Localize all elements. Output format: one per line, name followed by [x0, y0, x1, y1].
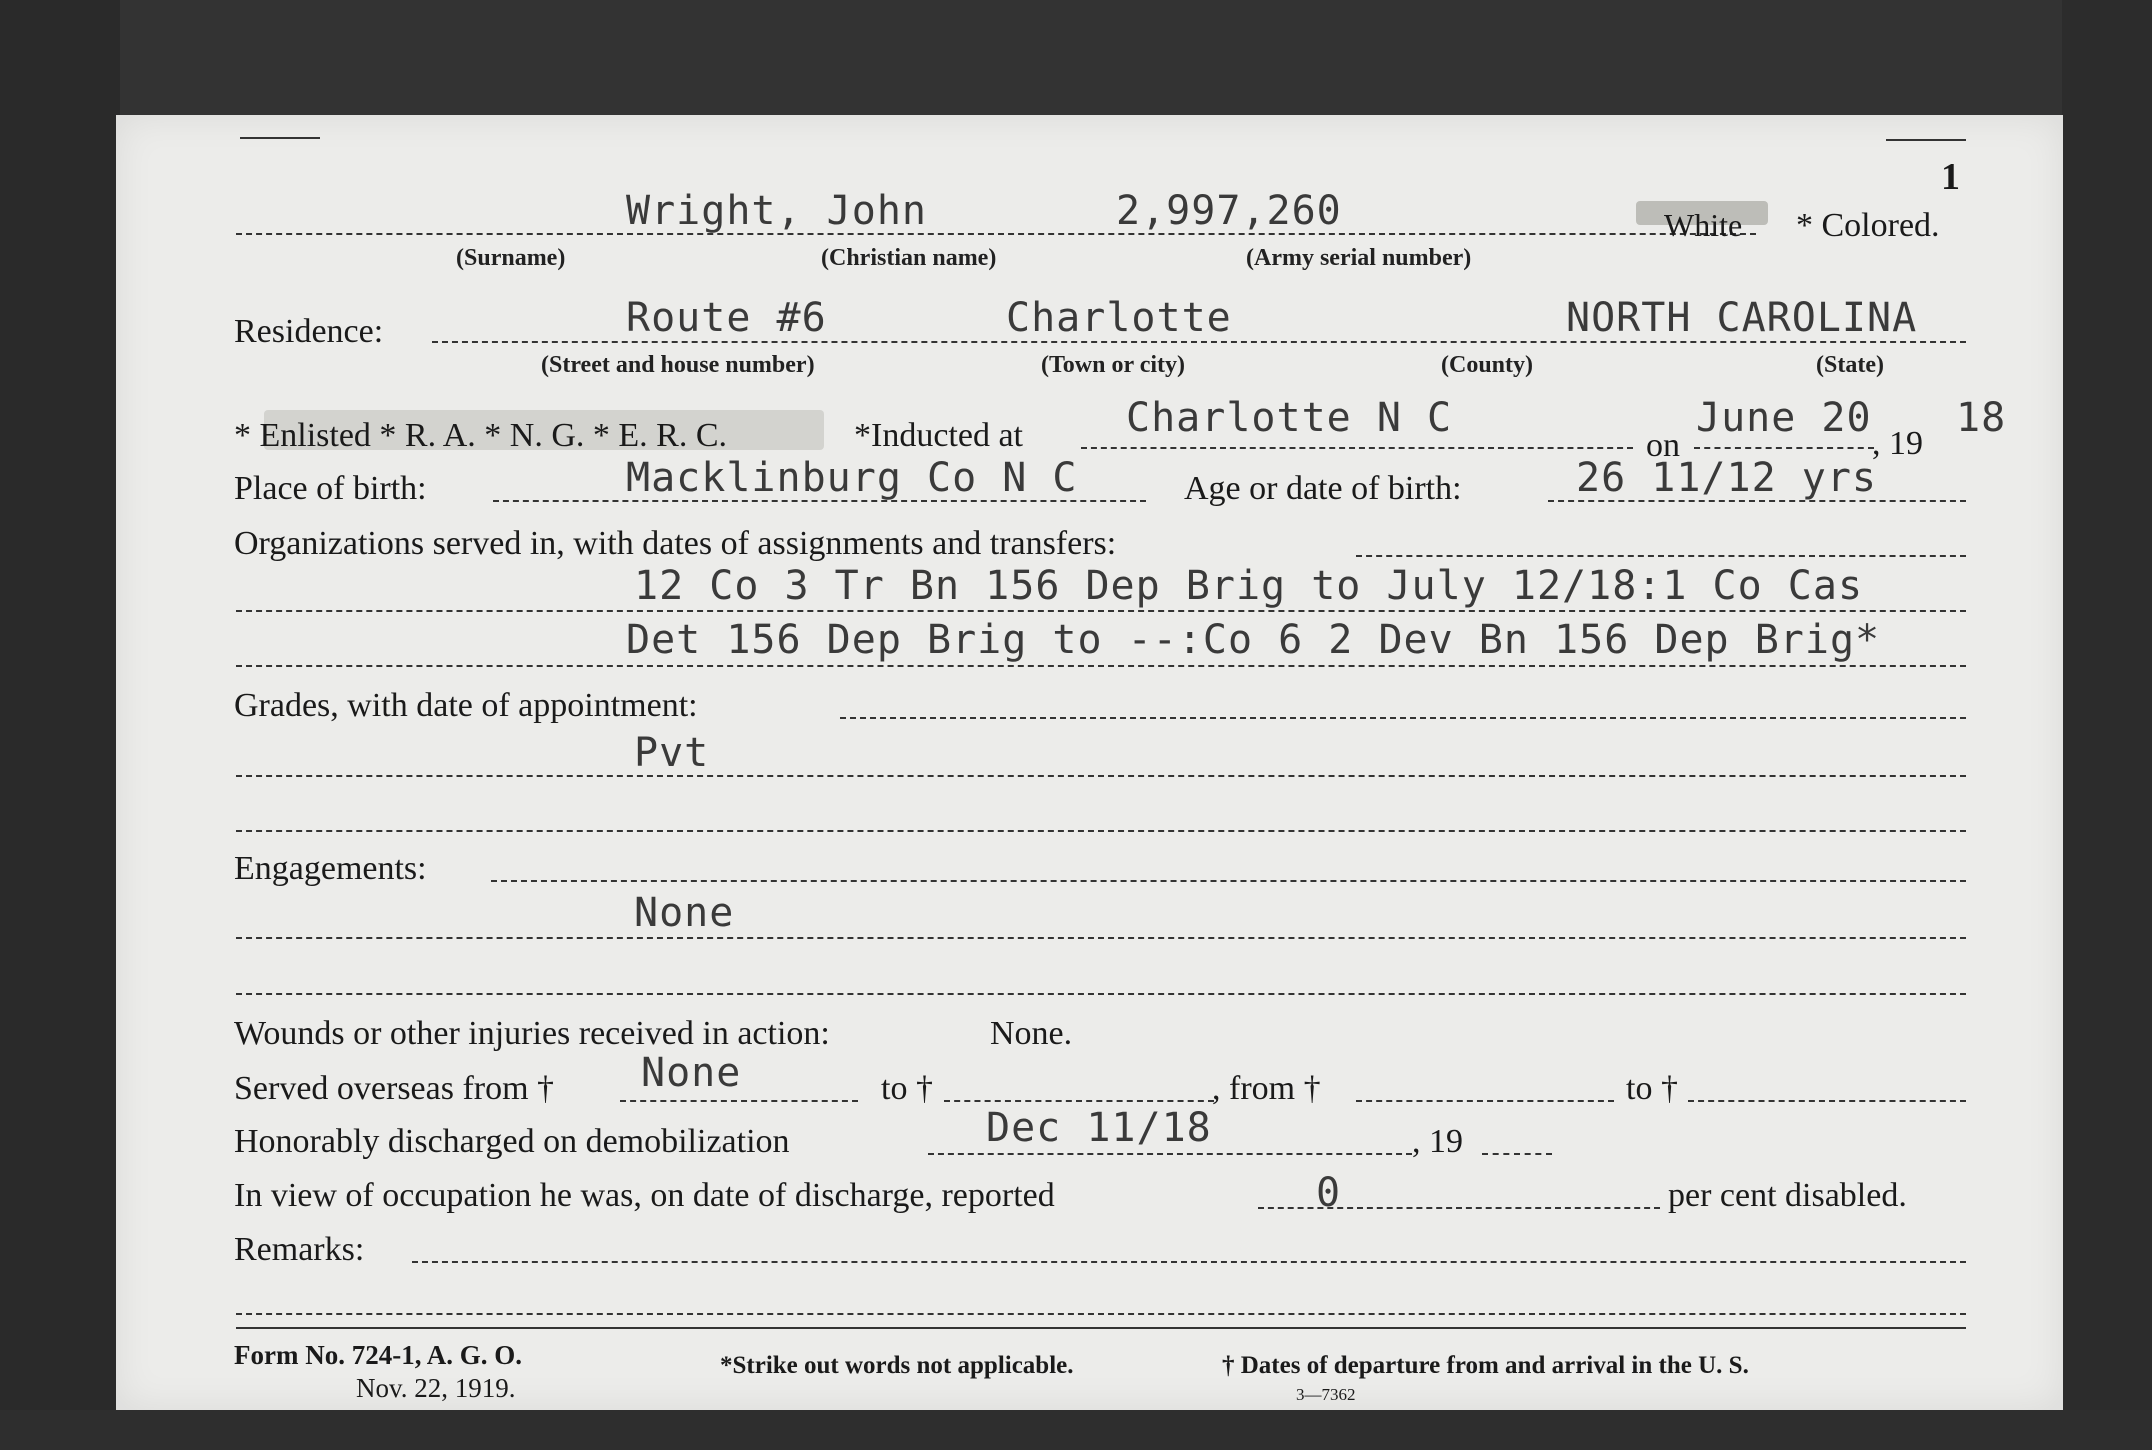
race-white-struck: White	[1664, 207, 1743, 243]
print-code: 3—7362	[1296, 1385, 1356, 1404]
form-number: Form No. 724-1, A. G. O.	[234, 1340, 522, 1370]
induction-date-line	[1694, 447, 1874, 449]
scan-background-right	[2062, 0, 2152, 1450]
disability-label: In view of occupation he was, on date of discharge, reported	[234, 1177, 1055, 1214]
residence-street: Route #6	[626, 295, 827, 341]
dates-note: † Dates of departure from and arrival in the U. S.	[1222, 1352, 1749, 1379]
residence-town: Charlotte	[1006, 295, 1232, 341]
overseas-from2-label: , from †	[1212, 1070, 1321, 1107]
inducted-label: *Inducted at	[854, 417, 1023, 454]
grades-line-0	[840, 717, 1966, 719]
serial-value: 2,997,260	[1116, 188, 1342, 234]
discharge-label: Honorably discharged on demobilization	[234, 1123, 790, 1160]
overseas-from2-line	[1356, 1100, 1614, 1102]
birthplace-label: Place of birth:	[234, 470, 427, 507]
overseas-from-line	[620, 1100, 858, 1102]
engagements-label: Engagements:	[234, 850, 427, 887]
residence-label: Residence:	[234, 313, 384, 350]
inducted-place: Charlotte N C	[1126, 395, 1453, 441]
organizations-entry-1: 12 Co 3 Tr Bn 156 Dep Brig to July 12/18:1 Co Cas	[634, 563, 1864, 609]
birthplace-value: Macklinburg Co N C	[626, 455, 1078, 501]
top-left-rule	[240, 137, 320, 139]
induction-year: 18	[1956, 395, 2007, 441]
engagements-line-1	[236, 937, 1966, 939]
remarks-line-0	[412, 1261, 1966, 1263]
top-right-rule	[1886, 139, 1966, 141]
residence-line	[432, 341, 1966, 343]
discharge-year-line	[1482, 1153, 1552, 1155]
engagements-line-2	[236, 993, 1966, 995]
grades-value: Pvt	[634, 730, 710, 776]
christian-name-caption: (Christian name)	[821, 245, 997, 271]
scan-background-left	[0, 0, 120, 1450]
enlisted-label: * Enlisted * R. A. * N. G. * E. R. C.	[234, 417, 728, 454]
age-label: Age or date of birth:	[1184, 470, 1462, 507]
overseas-value: None	[641, 1050, 742, 1096]
wounds-label: Wounds or other injuries received in action:	[234, 1015, 830, 1052]
scan-background-bottom	[0, 1410, 2152, 1450]
state-caption: (State)	[1816, 352, 1884, 378]
discharge-date: Dec 11/18	[986, 1105, 1212, 1151]
race-colored: * Colored.	[1796, 207, 1940, 244]
street-caption: (Street and house number)	[541, 352, 815, 378]
organizations-entry-2: Det 156 Dep Brig to --:Co 6 2 Dev Bn 156 Dep Brig*	[626, 617, 1881, 663]
inducted-line	[1081, 447, 1633, 449]
wounds-value: None.	[990, 1015, 1073, 1052]
name-line	[236, 233, 1756, 235]
discharge-year-label: , 19	[1412, 1123, 1463, 1160]
overseas-to-line	[944, 1100, 1214, 1102]
card-number: 1	[1941, 156, 1960, 198]
engagements-line-0	[491, 880, 1966, 882]
age-value: 26 11/12 yrs	[1576, 455, 1877, 501]
organizations-line-1	[236, 610, 1966, 612]
overseas-label: Served overseas from †	[234, 1070, 555, 1107]
on-label: on	[1646, 427, 1680, 464]
grades-line-1	[236, 775, 1966, 777]
surname-caption: (Surname)	[456, 245, 566, 271]
remarks-line-1	[236, 1313, 1966, 1315]
name-value: Wright, John	[626, 188, 927, 234]
service-record-card	[116, 115, 2063, 1410]
form-date: Nov. 22, 1919.	[356, 1373, 516, 1403]
footer-rule	[236, 1327, 1966, 1329]
disability-suffix: per cent disabled.	[1668, 1177, 1907, 1214]
induction-date: June 20	[1696, 395, 1872, 441]
organizations-line-2	[236, 665, 1966, 667]
residence-state: NORTH CAROLINA	[1566, 295, 1918, 341]
remarks-label: Remarks:	[234, 1231, 365, 1268]
overseas-to-label: to †	[881, 1070, 933, 1107]
grades-label: Grades, with date of appointment:	[234, 687, 698, 724]
organizations-line-0	[1356, 555, 1966, 557]
year-prefix: , 19	[1872, 425, 1923, 462]
county-caption: (County)	[1441, 352, 1534, 378]
serial-caption: (Army serial number)	[1246, 245, 1472, 271]
overseas-to2-label: to †	[1626, 1070, 1678, 1107]
strike-note: *Strike out words not applicable.	[720, 1352, 1074, 1379]
scan-background-top	[0, 0, 2152, 115]
grades-line-2	[236, 830, 1966, 832]
disability-value: 0	[1316, 1170, 1342, 1216]
discharge-line	[928, 1153, 1412, 1155]
organizations-label: Organizations served in, with dates of assignments and transfers:	[234, 525, 1117, 562]
town-caption: (Town or city)	[1041, 352, 1185, 378]
engagements-value: None	[634, 890, 735, 936]
overseas-to2-line	[1688, 1100, 1966, 1102]
